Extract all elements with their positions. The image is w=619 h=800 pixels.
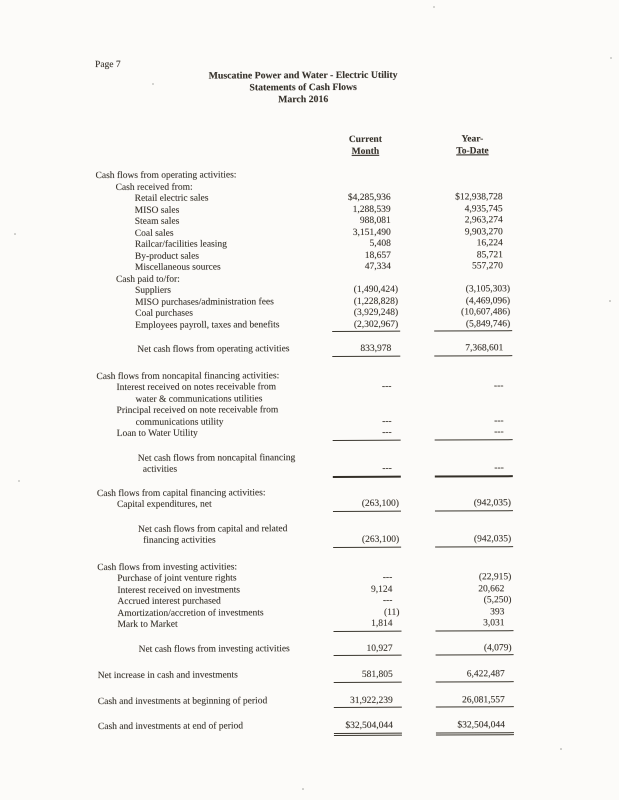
current-month-value: 1,288,539 (352, 204, 391, 215)
scan-speckle (610, 57, 612, 59)
row-label: Interest received on investments (117, 584, 241, 596)
row-label: MISO purchases/administration fees (135, 296, 274, 308)
current-month-value: 3,151,490 (352, 227, 391, 238)
statement-row (97, 427, 513, 440)
page-number-label: Page 7 (95, 59, 121, 70)
row-label: Miscellaneous sources (134, 262, 221, 273)
current-month-value: --- (381, 381, 392, 392)
document-title-block (95, 69, 511, 107)
statement-row (98, 695, 514, 708)
row-label: Accrued interest purchased (117, 596, 221, 607)
year-to-date-value: 393 (490, 606, 505, 617)
year-to-date-header-line2: To-Date (456, 146, 489, 157)
row-label: Cash and investments at end of period (97, 721, 244, 732)
current-month-value: (263,100) (333, 535, 401, 548)
statement-row (96, 343, 512, 356)
row-label: Net increase in cash and investments (97, 670, 238, 681)
year-to-date-value: (22,915) (478, 572, 512, 583)
document-subtitle: Statements of Cash Flows (249, 81, 357, 94)
current-month-value: 1,814 (333, 619, 401, 632)
row-label: Mark to Market (117, 619, 178, 630)
document-title: Muscatine Power and Water - Electric Utility (208, 69, 398, 82)
year-to-date-value: (5,250) (483, 595, 512, 606)
row-label: Cash received from: (115, 182, 193, 193)
current-month-value: --- (382, 416, 392, 427)
year-to-date-value: (942,035) (435, 534, 513, 547)
year-to-date-value: 4,935,745 (464, 203, 503, 214)
current-month-value: (2,302,967) (332, 319, 400, 332)
year-to-date-value: --- (493, 381, 504, 392)
year-to-date-value: --- (435, 463, 513, 477)
row-label: Principal received on note receivable from (116, 405, 279, 416)
year-to-date-value: 85,721 (476, 249, 503, 260)
row-label: Loan to Water Utility (116, 428, 198, 439)
current-month-value: --- (333, 464, 401, 478)
row-label: Cash flows from noncapital financing activities: (96, 370, 280, 382)
row-label: Steam sales (134, 216, 180, 227)
year-to-date-value: --- (494, 415, 504, 426)
year-to-date-value: $32,504,044 (436, 720, 514, 733)
row-label: Railcar/facilities leasing (134, 239, 227, 250)
current-month-value: (263,100) (333, 499, 401, 512)
scan-speckle (14, 233, 16, 235)
row-label: Net cash flows from capital and related (138, 523, 288, 535)
document-period: March 2016 (278, 93, 329, 106)
row-label: Net cash flows from operating activities (137, 344, 290, 355)
current-month-value: --- (333, 428, 401, 441)
scan-speckle (302, 788, 304, 790)
current-month-value: 833,978 (332, 344, 400, 357)
current-month-value: (3,929,248) (353, 307, 399, 318)
year-to-date-value: (5,849,746) (434, 319, 512, 332)
document-content (95, 58, 514, 733)
statement-row (96, 261, 512, 274)
row-label: Coal sales (134, 228, 174, 239)
row-label: Coal purchases (135, 308, 193, 319)
statement-row (98, 643, 514, 656)
statement-row (97, 534, 513, 547)
current-month-column-header (331, 134, 399, 158)
scan-speckle (433, 6, 435, 8)
year-to-date-value: 20,662 (478, 583, 505, 594)
row-label: financing activities (143, 535, 216, 546)
year-to-date-value: 9,903,270 (464, 226, 503, 237)
row-label: Net cash flows from investing activities (138, 643, 290, 655)
statement-row (97, 463, 513, 476)
row-label: Cash flows from capital financing activities: (96, 487, 266, 499)
year-to-date-value: 26,081,557 (436, 695, 514, 708)
current-month-value: 9,124 (370, 584, 393, 595)
row-label: Purchase of joint venture rights (117, 573, 237, 584)
current-month-value: 581,805 (334, 670, 402, 683)
statement-row (96, 319, 512, 332)
row-label: activities (142, 464, 178, 475)
statement-row (98, 669, 514, 682)
statement-row (96, 381, 512, 394)
row-label: By-product sales (134, 251, 200, 262)
year-to-date-value: (3,105,303) (465, 284, 511, 295)
year-to-date-column-header (433, 133, 511, 157)
statement-body (95, 169, 513, 733)
year-to-date-value: 7,368,601 (434, 343, 512, 356)
year-to-date-value: (10,607,486) (461, 307, 511, 318)
year-to-date-value: (4,469,096) (465, 295, 511, 306)
row-label: Capital expenditures, net (116, 499, 212, 510)
year-to-date-value: 557,270 (472, 261, 503, 272)
statement-row (97, 498, 513, 511)
scan-speckle (18, 480, 20, 482)
row-label: communications utility (135, 416, 224, 428)
row-label: Suppliers (134, 285, 171, 296)
scan-speckle (560, 748, 562, 750)
current-month-value: $32,504,044 (334, 721, 402, 734)
current-month-value: (11) (383, 607, 400, 618)
statement-row (98, 720, 514, 733)
year-to-date-value: 16,224 (476, 238, 503, 249)
current-month-header-line2: Month (351, 146, 380, 157)
column-header-spacer (95, 134, 331, 159)
year-to-date-header-line1: Year- (461, 134, 484, 145)
current-month-value: 18,657 (364, 250, 391, 261)
statement-row (97, 618, 513, 631)
row-label: Cash paid to/for: (115, 274, 180, 285)
row-label: water & communications utilities (135, 393, 263, 405)
row-label: Retail electric sales (134, 193, 209, 204)
current-month-value: --- (382, 572, 393, 583)
current-month-value: (1,228,828) (353, 296, 399, 307)
current-month-value: $4,285,936 (347, 192, 391, 203)
row-label: Net cash flows from noncapital financing (137, 452, 296, 464)
year-to-date-value: 3,031 (435, 618, 513, 631)
column-gap (399, 134, 433, 158)
row-label: Interest received on notes receivable from (116, 382, 277, 393)
column-headers (95, 133, 511, 159)
year-to-date-value: (4,079) (436, 643, 514, 656)
row-label: Amortization/accretion of investments (117, 607, 264, 619)
row-label: MISO sales (134, 205, 180, 216)
current-month-value: 5,408 (369, 238, 391, 249)
row-label: Cash and investments at beginning of period (97, 695, 268, 707)
current-month-value: 47,334 (364, 261, 391, 272)
current-month-value: (1,490,424) (353, 284, 399, 295)
current-month-value: 31,922,239 (334, 695, 402, 708)
current-month-value: 10,927 (334, 643, 402, 656)
year-to-date-value: $12,938,728 (455, 192, 503, 203)
current-month-value: --- (382, 595, 393, 606)
current-month-value: 988,081 (359, 215, 391, 226)
scan-speckle (152, 83, 154, 85)
current-month-header-line1: Current (348, 134, 382, 145)
row-label: Cash flows from investing activities: (97, 561, 238, 573)
year-to-date-value: --- (435, 427, 513, 440)
year-to-date-value: 6,422,487 (436, 669, 514, 682)
scan-speckle (609, 300, 611, 302)
year-to-date-value: (942,035) (435, 498, 513, 511)
row-label: Cash flows from operating activities: (95, 170, 237, 181)
row-label: Employees payroll, taxes and benefits (135, 319, 280, 331)
year-to-date-value: 2,963,274 (464, 215, 503, 226)
